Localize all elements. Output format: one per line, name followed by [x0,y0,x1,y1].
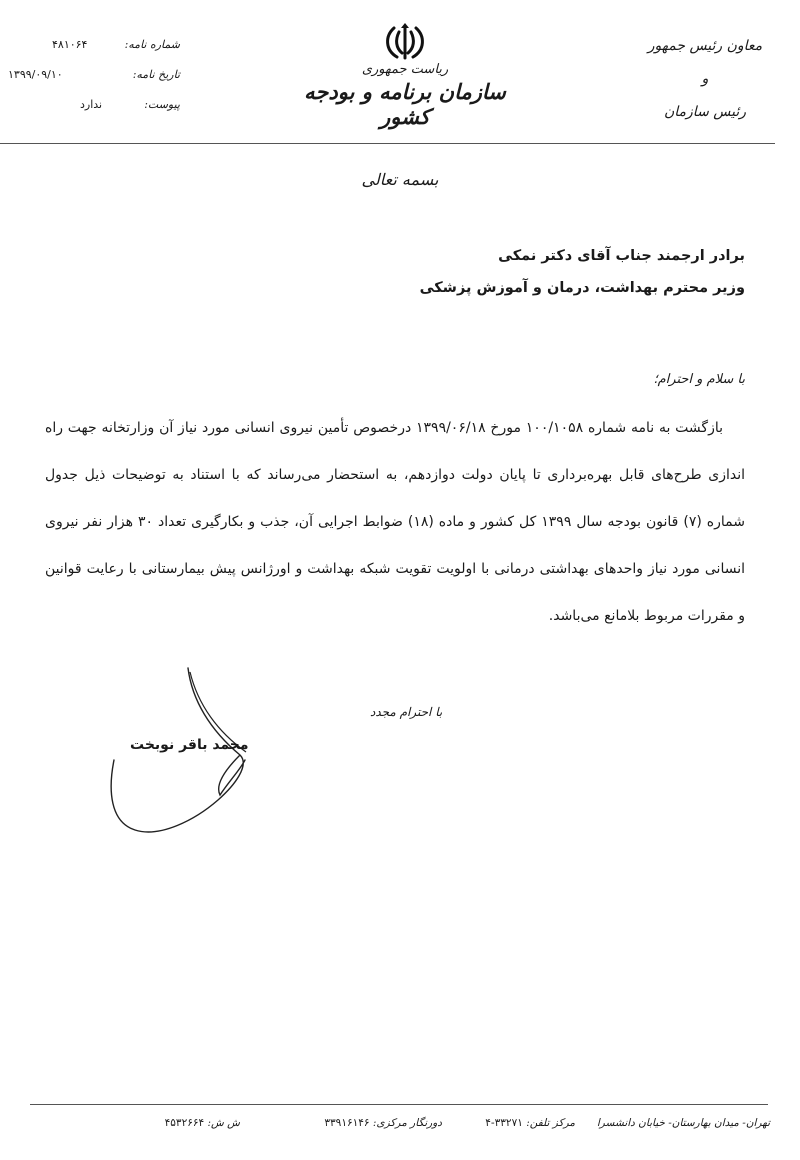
addressee-block [420,240,745,304]
national-id-value: ۴۵۳۲۶۶۴ [164,1117,205,1129]
meta-row-date [8,68,180,98]
letter-number-value: ۴۸۱۰۶۴ [52,38,88,51]
attachment-value: ندارد [80,98,103,111]
national-id-label: ش ش: [207,1117,240,1129]
letter-date-value: ۱۳۹۹/۰۹/۱۰ [8,68,63,81]
title-line-3: رئیس سازمان [664,104,746,120]
iran-emblem-icon [383,22,427,62]
fax-value: ۳۳۹۱۶۱۴۶ [324,1117,370,1129]
meta-row-attachment [30,98,180,128]
signer-name: محمد باقر نوبخت [130,737,249,753]
addressee-title: وزیر محترم بهداشت، درمان و آموزش پزشکی [419,280,745,296]
fax-label: دورنگار مرکزی: [372,1117,442,1129]
letter-date-label: تاریخ نامه: [132,68,180,81]
invocation: بسمه تعالی [361,170,439,189]
footer [0,1117,800,1137]
footer-divider [30,1104,768,1105]
handwritten-signature [100,660,270,850]
greeting: با سلام و احترام؛ [653,372,745,387]
title-line-2: و [701,71,709,87]
letter-number-label: شماره نامه: [124,38,180,51]
footer-fax [324,1117,442,1129]
header-divider [0,143,775,144]
letterhead-center [290,22,520,129]
footer-national-id [165,1117,240,1129]
government-line: ریاست جمهوری [361,62,449,77]
footer-phone [485,1117,575,1129]
meta-row-number [30,38,180,68]
letter-meta-block [8,38,180,128]
attachment-label: پیوست: [144,98,180,111]
letter-body: بازگشت به نامه شماره ۱۰۰/۱۰۵۸ مورخ ۱۳۹۹/۰۶/۱۸ درخصوص تأمین نیروی انسانی مورد نیاز آن وزارتخانه جهت راه اندازی طرح‌های قابل بهره‌برداری تا پایان دولت دوازدهم، به استحضار می‌رساند که با استناد به توضیحات ذیل جدول شماره (۷) قانون بودجه سال ۱۳۹۹ کل کشور و ماده (۱۸) ضوابط اجرایی آن، جذب و بکارگیری تعداد ۳۰ هزار نفر نیروی انسانی مورد نیاز واحدهای بهداشتی درمانی با اولویت تقویت شبکه بهداشت و اورژانس پیش بیمارستانی با رعایت قوانین و مقررات مربوط بلامانع می‌باشد. [45,420,745,624]
addressee-name: برادر ارجمند جناب آقای دکتر نمکی [498,248,745,264]
signatory-title-block [640,30,770,129]
phone-label: مرکز تلفن: [526,1117,575,1129]
organization-name: سازمان برنامه و بودجه کشور [304,79,506,129]
footer-address: تهران- میدان بهارستان- خیابان دانشسرا [596,1117,770,1129]
closing-phrase: با احترام مجدد [370,705,443,719]
title-line-1: معاون رئیس جمهور [647,38,763,54]
phone-value: ۳۳۲۷۱-۴ [485,1117,523,1129]
